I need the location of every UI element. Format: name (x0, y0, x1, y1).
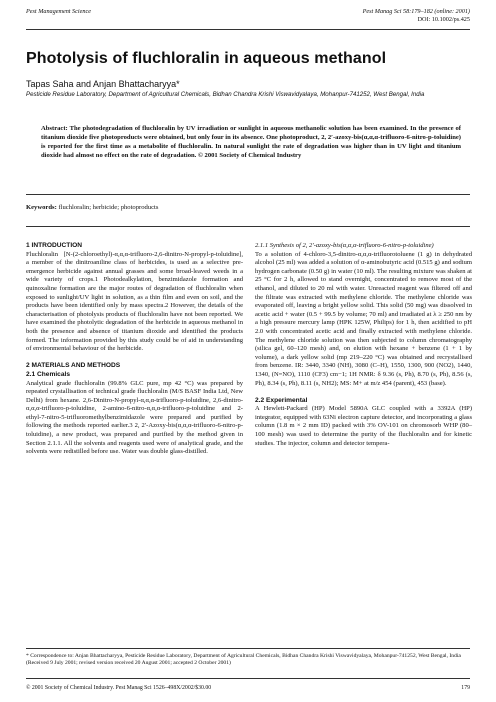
synthesis-paragraph: To a solution of 4-chloro-3,5-dinitro-α,α,α-trifluorotoluene (1 g) in dehydrated alcohol (25 ml) was added a solution of α-aminobutyric acid (0.515 g) and sodium hydrogen carbonate (0.50 g) in water (10 ml). The resulting mixture was shaken at 25 °C for 2 h, allowed to stand overnight, concentrated to remove most of the ethanol, and diluted to 20 ml with water. Unreacted reagent was filtered off and the filtrate was extracted with methylene chloride. The methylene chloride was evaporated off, leaving a bright yellow solid. This solid (50 mg) was dissolved in acetic acid + water (0.5 + 99.5 by volume; 70 ml) and irradiated at λ ≥ 250 nm by a high pressure mercury lamp (HPK 125W, Philips) for 1 h, then acidified to pH 2.0 with concentrated acetic acid and finally extracted with methylene chloride. The methylene chloride solution was then subjected to column chromatography (silica gel, 60–120 mesh) and, on elution with hexane + benzene (1 + 1 by volume), a dark yellow solid (mp 219–220 °C) was obtained and recrystallised from benzene. IR: 3440, 3340 (NH), 3080 (C–H), 1550, 1300, 900 (NO2), 1440, 1340, (N=NO), 1110 (CF3) cm−1; 1H NMR: δ 9.36 (s, Ph), 8.70 (s, Ph), 8.56 (s, Ph), 8.34 (s, Ph), 8.11 (s, NH2); MS: M+ at m/z 454 (parent), 453 (base). (255, 250, 472, 387)
header-rule (26, 29, 470, 30)
received-dates: (Received 9 July 2001; revised version received 20 August 2001; accepted 2 October 2001) (26, 660, 231, 667)
citation-block (363, 8, 470, 23)
abstract-text: Abstract: The photodegradation of fluchloralin by UV irradiation or sunlight in aqueous methanolic solution has been examined. In the presence of titanium dioxide five photoproducts were obtained, but only four in its absence. One photoproduct, 2, 2′-azoxy-bis(α,α,α-trifluoro-6-nitro-p-toluidine) is reported for the first time as a metabolite of fluchloralin. In natural sunlight the rate of degradation was higher than in UV light and titanium dioxide had almost no effect on the rate of degradation. (41, 125, 461, 159)
article-title: Photolysis of fluchloralin in aqueous methanol (26, 50, 387, 67)
authors: Tapas Saha and Anjan Bhattacharyya* (26, 79, 180, 89)
footnote (26, 653, 466, 667)
page-footer (26, 685, 470, 691)
experimental-paragraph: A Hewlett-Packard (HP) Model 5890A GLC coupled with a 3392A (HP) integrator, equipped with 63Ni electron capture detector, and incorporating a glass column (1.8 m × 2 mm ID) packed with 3% OV-101 on chromosorb WHP (80–100 mesh) was used to determine the purity of the fluchloralin and for kinetic studies. The injector, column and detector tempera- (255, 405, 472, 447)
abstract-copyright: © 2001 Society of Chemical Industry (197, 151, 302, 159)
journal-name: Pest Management Science (26, 8, 91, 15)
abstract-rule (26, 194, 470, 195)
doi: DOI: 10.1002/ps.425 (417, 15, 470, 23)
subsection-chemicals-heading: 2.1 Chemicals (26, 370, 70, 378)
footnote-rule (26, 648, 470, 649)
section-methods-heading: 2 MATERIALS AND METHODS (26, 362, 121, 370)
correspondence-note: * Correspondence to: Anjan Bhattacharyya, Pesticide Residue Laboratory, Department of Agricultural Chemicals, Bidhan Chandra Krishi Viswavidyalaya, Mohanpur-741252, West Bengal, India (26, 653, 461, 659)
abstract (41, 125, 461, 161)
keywords-text: fluchloralin; herbicide; photoproducts (58, 204, 159, 211)
keywords-rule (26, 226, 470, 227)
subsection-synthesis-heading: 2.1.1 Synthesis of 2, 2′-azoxy-bis(α,α,α-trifluoro-6-nitro-p-toluidine) (255, 242, 434, 249)
footer-rule (26, 678, 470, 679)
left-column (26, 242, 243, 457)
keywords (26, 204, 158, 211)
affiliation: Pesticide Residue Laboratory, Department of Agricultural Chemicals, Bidhan Chandra Krishi Viswavidyalaya, Mohanpur-741252, West Bengal, India (26, 91, 425, 98)
chemicals-paragraph: Analytical grade fluchloralin (99.8% GLC pure, mp 42 °C) was prepared by repeated crystallisation of technical grade fluchloralin (M/S BASF India Ltd, New Delhi) from hexane. 2,6-Dinitro-N-propyl-α,α,α-trifluoro-p-toluidine, 2,6-dinitro-α,α,α-trifluoro-p-toluidine, 2-amino-6-nitro-α,α,α-trifluoro-p-toluidine and 2-ethyl-7-nitro-5-trifluoromethylbenzimidazole were prepared and purified by following the methods reported earlier.3 2, 2′-Azoxy-bis(α,α,α-trifluoro-6-nitro-p-toluidine), a new product, was prepared and purified by the method given in Section 2.1.1. All the solvents and reagents used were of analytical grade, and the solvents were redistilled before use. Water was double glass-distilled. (26, 379, 243, 456)
section-introduction-heading: 1 INTRODUCTION (26, 242, 83, 249)
right-column (255, 242, 472, 448)
running-header (26, 8, 470, 23)
citation: Pest Manag Sci 58:179–182 (online: 2001) (362, 8, 470, 15)
page-number: 179 (461, 685, 470, 691)
keywords-label: Keywords: (26, 204, 57, 211)
subsection-experimental-heading: 2.2 Experimental (255, 396, 308, 404)
introduction-paragraph: Fluchloralin [N-(2-chloroethyl)-α,α,α-trifluoro-2,6-dinitro-N-propyl-p-toluidine], a member of the dinitroaniline class of herbicides, is used as a selective pre-emergence herbicide against annual grasses and some broad-leaved weeds in a wide variety of crops.1 Photodealkylation, benzimidazole formation and quinoxaline formation are the major routes of degradation of fluchloralin when exposed to sunlight/UV light in solution, as a thin film and even on soil, and the products have been identified only by mass spectra.2 However, the details of the characterisation of photolysis products of fluchloralin have not been reported. We have examined the photolytic degradation of the herbicide in aqueous methanol in both the presence and absence of titanium dioxide and identified the products formed. The information provided by this study could be of aid in understanding of environmental behaviour of the herbicide. (26, 250, 243, 353)
footer-copyright: © 2001 Society of Chemical Industry. Pest Manag Sci 1526–498X/2002/$30.00 (26, 685, 212, 691)
